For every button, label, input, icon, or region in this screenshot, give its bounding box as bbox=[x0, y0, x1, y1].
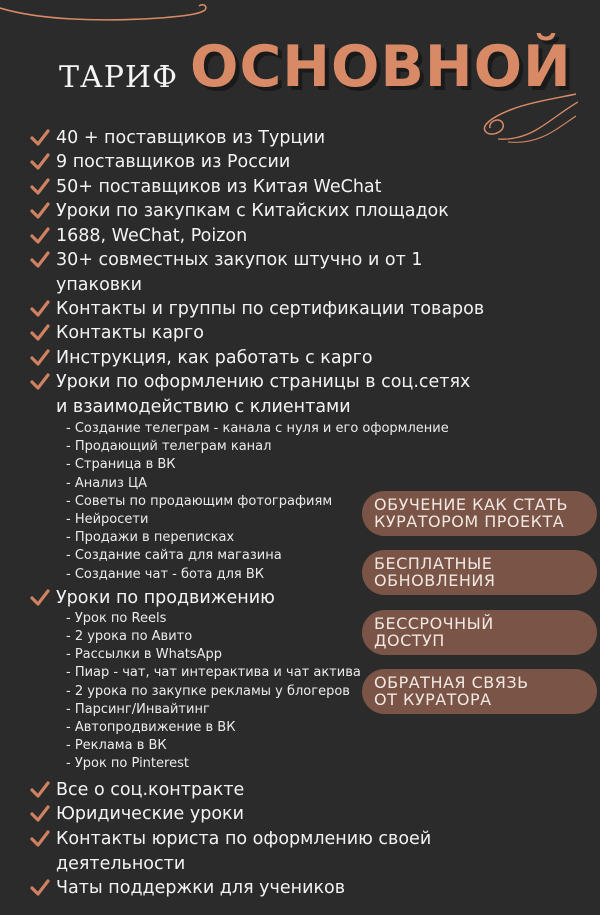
sub-item: - Продажи в переписках bbox=[66, 530, 235, 545]
sub-item: - Пиар - чат, чат интерактива и чат актива bbox=[66, 665, 361, 680]
feature-text: 9 поставщиков из России bbox=[56, 152, 291, 172]
pill-line: КУРАТОРОМ ПРОЕКТА bbox=[374, 512, 565, 531]
check-icon bbox=[30, 300, 50, 318]
check-icon bbox=[30, 781, 50, 799]
check-icon bbox=[30, 830, 50, 848]
sub-item: - Создание телеграм - канала с нуля и его оформление bbox=[66, 421, 449, 436]
pill-line: ОТ КУРАТОРА bbox=[374, 690, 492, 709]
check-icon bbox=[30, 251, 50, 269]
feature-text: Уроки по оформлению страницы в соц.сетях bbox=[56, 372, 471, 392]
sub-item: - Реклама в ВК bbox=[66, 738, 167, 753]
benefit-pill-curator-training bbox=[362, 491, 597, 536]
feature-text: 40 + поставщиков из Турции bbox=[56, 128, 326, 148]
decorative-flourish bbox=[468, 92, 578, 144]
feature-text: Контакты и группы по сертификации товаров bbox=[56, 299, 485, 319]
sub-item: - Страница в ВК bbox=[66, 457, 176, 472]
check-icon bbox=[30, 178, 50, 196]
sub-item: - Анализ ЦА bbox=[66, 476, 147, 491]
check-icon bbox=[30, 153, 50, 171]
check-icon bbox=[30, 805, 50, 823]
pill-line: ОБУЧЕНИЕ КАК СТАТЬ bbox=[374, 495, 568, 514]
sub-item: - Создание чат - бота для ВК bbox=[66, 567, 265, 582]
check-icon bbox=[30, 227, 50, 245]
check-icon bbox=[30, 879, 50, 897]
sub-item: - 2 урока по закупке рекламы у блогеров bbox=[66, 684, 350, 699]
feature-text: Юридические уроки bbox=[56, 804, 244, 824]
sub-item: - Нейросети bbox=[66, 512, 149, 527]
pill-line: ОБРАТНАЯ СВЯЗЬ bbox=[374, 673, 529, 692]
feature-text: Уроки по закупкам с Китайских площадок bbox=[56, 201, 449, 221]
decorative-swirl-top bbox=[0, 0, 220, 30]
feature-text: 30+ совместных закупок штучно и от 1 bbox=[56, 250, 423, 270]
feature-text: Контакты карго bbox=[56, 323, 204, 343]
sub-item: - Советы по продающим фотографиям bbox=[66, 494, 333, 509]
check-icon bbox=[30, 324, 50, 342]
benefit-pill-free-updates bbox=[362, 550, 597, 595]
sub-item: - Создание сайта для магазина bbox=[66, 548, 282, 563]
sub-item: - Урок по Reels bbox=[66, 611, 167, 626]
feature-text-cont: и взаимодействию с клиентами bbox=[56, 396, 351, 417]
feature-text: Инструкция, как работать с карго bbox=[56, 348, 373, 368]
title-main: ОСНОВНОЙ bbox=[190, 34, 572, 100]
feature-text: Чаты поддержки для учеников bbox=[56, 878, 346, 898]
feature-text: 50+ поставщиков из Китая WeChat bbox=[56, 177, 382, 197]
pill-line: БЕСПЛАТНЫЕ bbox=[374, 554, 493, 573]
feature-text: Все о соц.контракте bbox=[56, 780, 245, 800]
feature-text: Контакты юриста по оформлению своей bbox=[56, 829, 432, 849]
sub-item: - Продающий телеграм канал bbox=[66, 439, 272, 454]
sub-item: - Урок по Pinterest bbox=[66, 756, 189, 771]
benefit-pill-lifetime-access bbox=[362, 610, 597, 655]
pill-line: ОБНОВЛЕНИЯ bbox=[374, 571, 496, 590]
sub-item: - Рассылки в WhatsApp bbox=[66, 647, 223, 662]
pill-line: БЕССРОЧНЫЙ bbox=[374, 614, 494, 633]
title-prefix: ТАРИФ bbox=[59, 60, 178, 95]
benefit-pill-feedback bbox=[362, 669, 597, 714]
feature-text: Уроки по продвижению bbox=[56, 588, 275, 608]
feature-text-cont: упаковки bbox=[56, 274, 143, 295]
check-icon bbox=[30, 589, 50, 607]
sub-item: - 2 урока по Авито bbox=[66, 629, 193, 644]
check-icon bbox=[30, 349, 50, 367]
check-icon bbox=[30, 129, 50, 147]
feature-text-cont: деятельности bbox=[56, 853, 186, 874]
check-icon bbox=[30, 373, 50, 391]
check-icon bbox=[30, 202, 50, 220]
feature-text: 1688, WeChat, Poizon bbox=[56, 226, 248, 246]
pill-line: ДОСТУП bbox=[374, 631, 445, 650]
sub-item: - Парсинг/Инвайтинг bbox=[66, 702, 210, 717]
sub-item: - Автопродвижение в ВК bbox=[66, 720, 236, 735]
